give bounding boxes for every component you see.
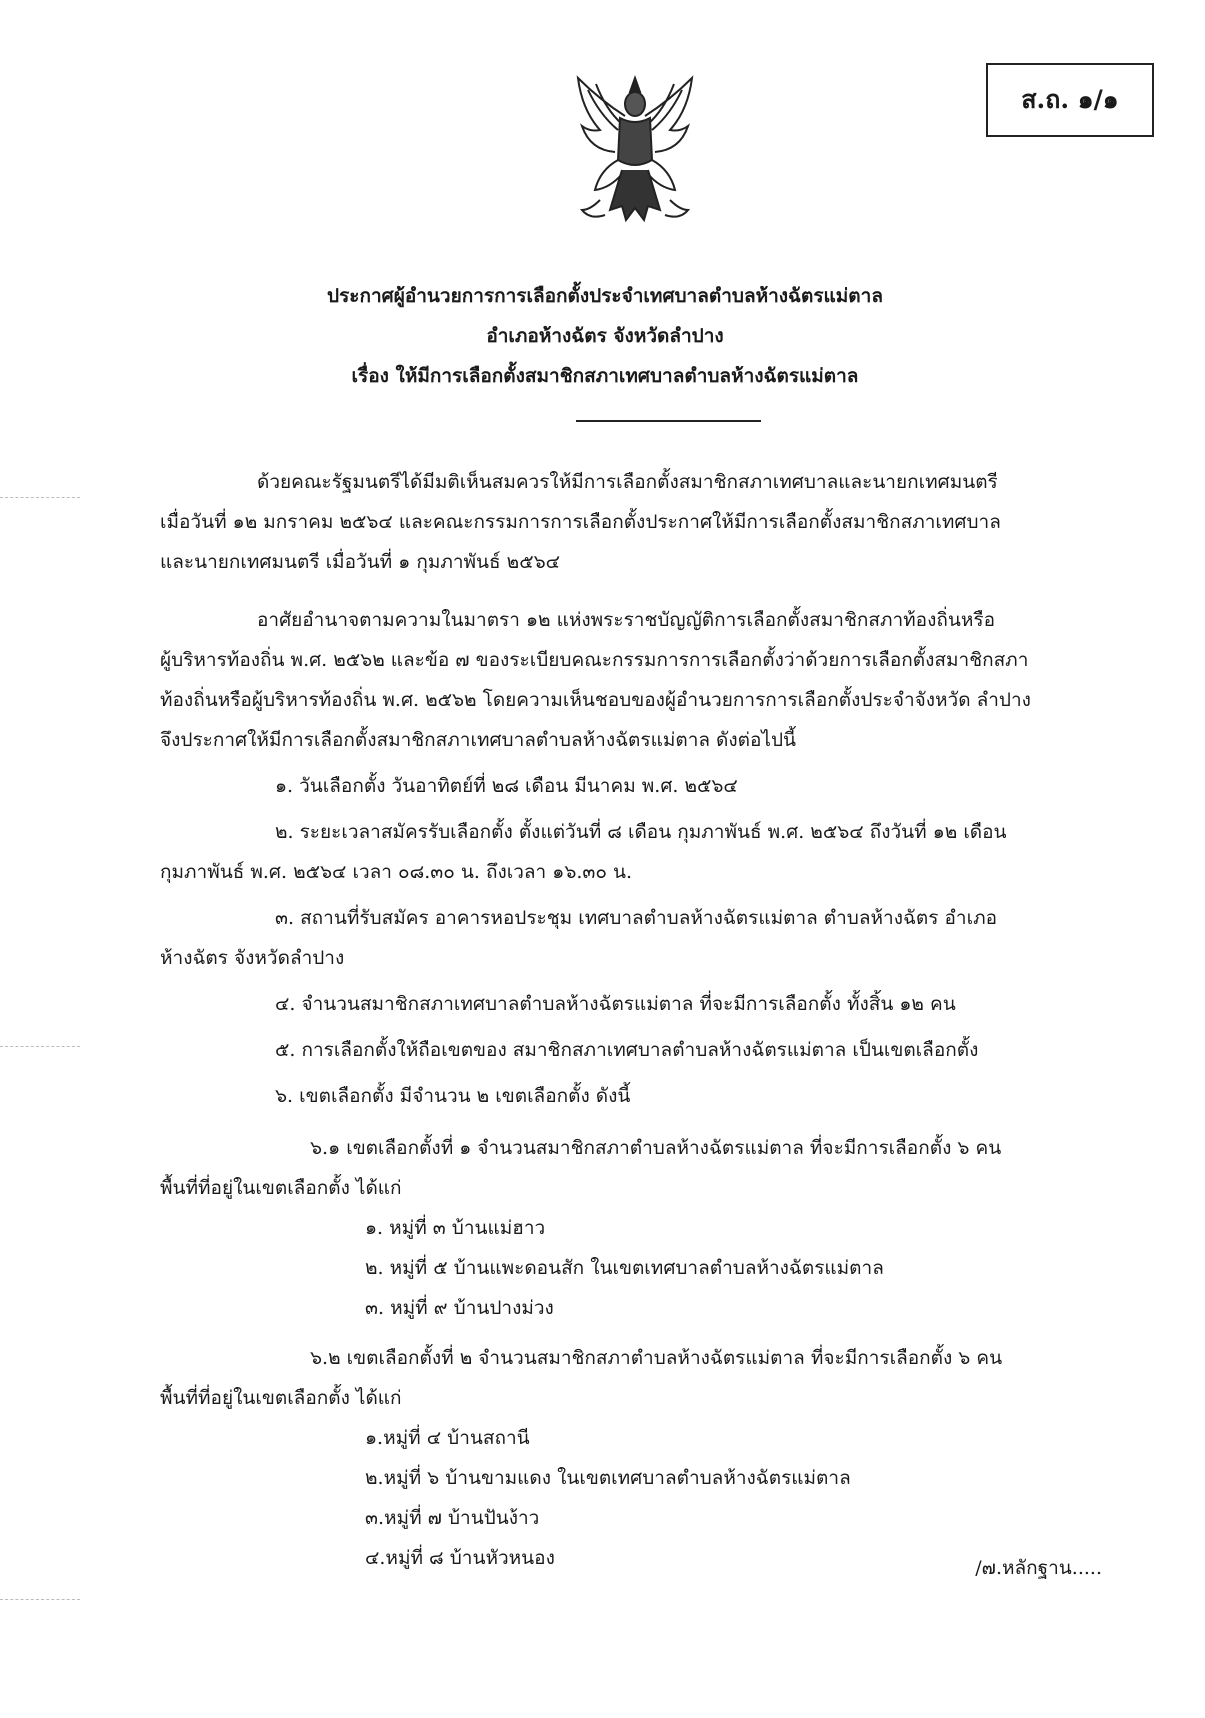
item-4: ๔. จำนวนสมาชิกสภาเทศบาลตำบลห้างฉัตรแม่ตาล ที่จะมีการเลือกตั้ง ทั้งสิ้น ๑๒ คน bbox=[275, 993, 956, 1015]
title-line-1: ประกาศผู้อำนวยการการเลือกตั้งประจำเทศบาลตำบลห้างฉัตรแม่ตาล bbox=[327, 285, 883, 307]
form-code-box: ส.ถ. ๑/๑ bbox=[986, 63, 1154, 137]
zone2-village: ๔.หมู่ที่ ๘ บ้านหัวหนอง bbox=[365, 1547, 555, 1569]
para1-line3: และนายกเทศมนตรี เมื่อวันที่ ๑ กุมภาพันธ์ ๒๕๖๔ bbox=[160, 551, 561, 573]
para2-line3: ท้องถิ่นหรือผู้บริหารท้องถิ่น พ.ศ. ๒๕๖๒ โดยความเห็นชอบของผู้อำนวยการการเลือกตั้งประจำจังหวัด ลำปาง bbox=[160, 689, 1031, 711]
item-2-line1: ๒. ระยะเวลาสมัครรับเลือกตั้ง ตั้งแต่วันที่ ๘ เดือน กุมภาพันธ์ พ.ศ. ๒๕๖๔ ถึงวันที่ ๑๒ เดือน bbox=[275, 821, 1007, 843]
scan-artifact bbox=[0, 497, 80, 498]
scan-artifact bbox=[0, 1046, 80, 1047]
para2-line4: จึงประกาศให้มีการเลือกตั้งสมาชิกสภาเทศบาลตำบลห้างฉัตรแม่ตาล ดังต่อไปนี้ bbox=[160, 729, 797, 751]
item-3-line1: ๓. สถานที่รับสมัคร อาคารหอประชุม เทศบาลตำบลห้างฉัตรแม่ตาล ตำบลห้างฉัตร อำเภอ bbox=[275, 907, 998, 929]
item-5: ๕. การเลือกตั้งให้ถือเขตของ สมาชิกสภาเทศบาลตำบลห้างฉัตรแม่ตาล เป็นเขตเลือกตั้ง bbox=[275, 1039, 979, 1061]
title-line-3: เรื่อง ให้มีการเลือกตั้งสมาชิกสภาเทศบาลตำบลห้างฉัตรแม่ตาล bbox=[351, 365, 859, 387]
para2-line2: ผู้บริหารท้องถิ่น พ.ศ. ๒๕๖๒ และข้อ ๗ ของระเบียบคณะกรรมการการเลือกตั้งว่าด้วยการเลือกตั้งสมาชิกสภา bbox=[160, 649, 1029, 671]
zone2-village: ๑.หมู่ที่ ๔ บ้านสถานี bbox=[365, 1427, 530, 1449]
zone1-village: ๓. หมู่ที่ ๙ บ้านปางม่วง bbox=[365, 1297, 554, 1319]
item-6-2-line2: พื้นที่ที่อยู่ในเขตเลือกตั้ง ได้แก่ bbox=[160, 1387, 402, 1409]
item-3-line2: ห้างฉัตร จังหวัดลำปาง bbox=[160, 947, 345, 969]
title-line-2: อำเภอห้างฉัตร จังหวัดลำปาง bbox=[486, 325, 724, 347]
scan-artifact bbox=[0, 1599, 80, 1600]
announcement-title bbox=[160, 276, 1050, 396]
item-6-1-line2: พื้นที่ที่อยู่ในเขตเลือกตั้ง ได้แก่ bbox=[160, 1177, 402, 1199]
zone1-village: ๒. หมู่ที่ ๕ บ้านแพะดอนสัก ในเขตเทศบาลตำบลห้างฉัตรแม่ตาล bbox=[365, 1257, 884, 1279]
garuda-emblem-icon bbox=[560, 70, 710, 228]
continuation-note: /๗.หลักฐาน..... bbox=[975, 1557, 1102, 1579]
para2-line1: อาศัยอำนาจตามความในมาตรา ๑๒ แห่งพระราชบัญญัติการเลือกตั้งสมาชิกสภาท้องถิ่นหรือ bbox=[257, 609, 995, 631]
para1-line2: เมื่อวันที่ ๑๒ มกราคม ๒๕๖๔ และคณะกรรมการการเลือกตั้งประกาศให้มีการเลือกตั้งสมาชิกสภาเทศบาล bbox=[160, 511, 1001, 533]
item-1: ๑. วันเลือกตั้ง วันอาทิตย์ที่ ๒๘ เดือน มีนาคม พ.ศ. ๒๕๖๔ bbox=[275, 775, 738, 797]
zone2-village: ๓.หมู่ที่ ๗ บ้านปันง้าว bbox=[365, 1507, 540, 1529]
item-6-1-line1: ๖.๑ เขตเลือกตั้งที่ ๑ จำนวนสมาชิกสภาตำบลห้างฉัตรแม่ตาล ที่จะมีการเลือกตั้ง ๖ คน bbox=[310, 1137, 1002, 1159]
item-6-2-line1: ๖.๒ เขตเลือกตั้งที่ ๒ จำนวนสมาชิกสภาตำบลห้างฉัตรแม่ตาล ที่จะมีการเลือกตั้ง ๖ คน bbox=[310, 1347, 1003, 1369]
para1-line1: ด้วยคณะรัฐมนตรีได้มีมติเห็นสมควรให้มีการเลือกตั้งสมาชิกสภาเทศบาลและนายกเทศมนตรี bbox=[257, 471, 998, 493]
item-2-line2: กุมภาพันธ์ พ.ศ. ๒๕๖๔ เวลา ๐๘.๓๐ น. ถึงเวลา ๑๖.๓๐ น. bbox=[160, 861, 633, 883]
title-divider bbox=[576, 420, 761, 422]
zone1-village: ๑. หมู่ที่ ๓ บ้านแม่ฮาว bbox=[365, 1217, 546, 1239]
item-6: ๖. เขตเลือกตั้ง มีจำนวน ๒ เขตเลือกตั้ง ดังนี้ bbox=[275, 1085, 631, 1107]
zone2-village: ๒.หมู่ที่ ๖ บ้านขามแดง ในเขตเทศบาลตำบลห้างฉัตรแม่ตาล bbox=[365, 1467, 851, 1489]
